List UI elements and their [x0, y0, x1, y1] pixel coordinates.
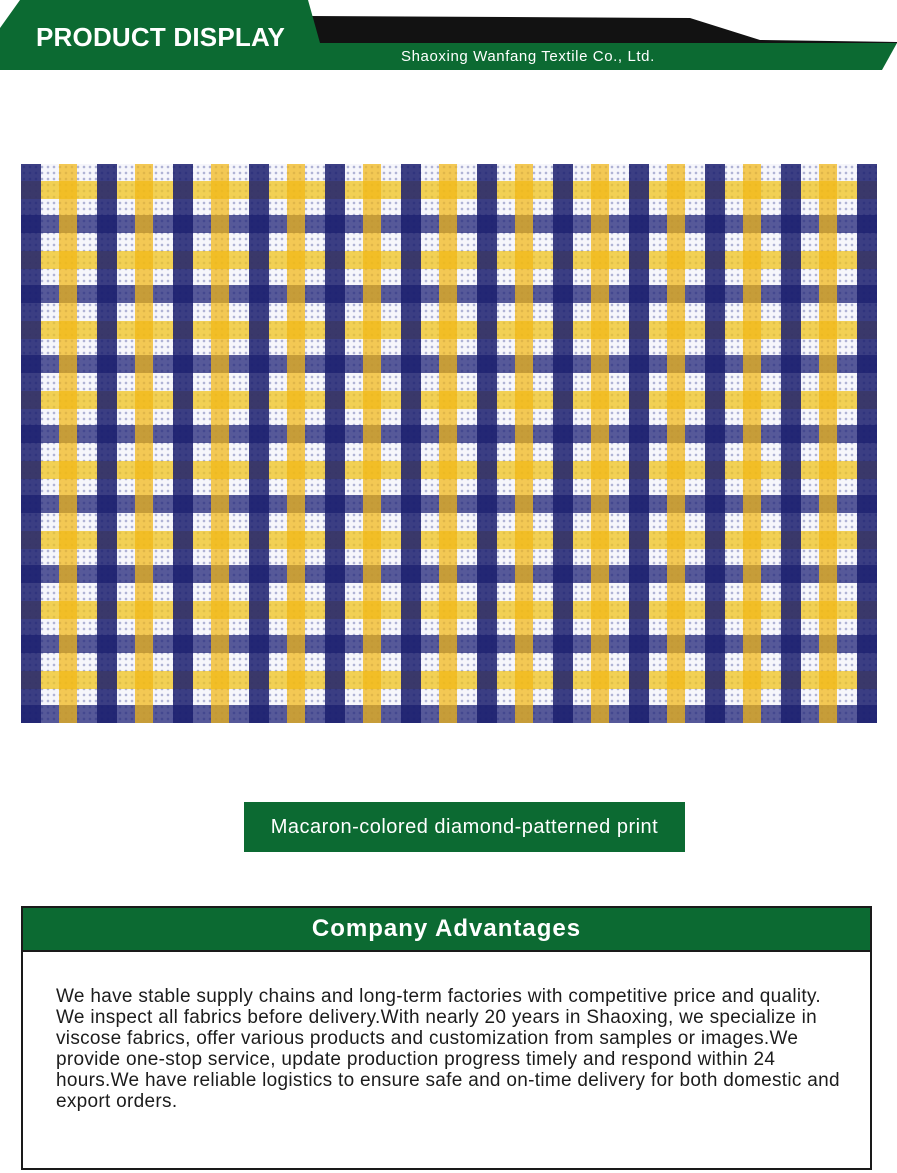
advantages-header [23, 908, 870, 952]
product-caption-box [244, 802, 685, 852]
header-banner [0, 0, 897, 72]
advantages-title: Company Advantages [311, 915, 582, 942]
advantages-body: We have stable supply chains and long-term factories with competitive price and quality. We inspect all fabrics before delivery.With nearly 20 years in Shaoxing, we specialize in viscose fabrics, offer various products and customization from samples or images.We provide one-stop service, update production progress timely and respond within 24 hours.We have reliable logistics to ensure safe and on-time delivery for both domestic and export orders. [56, 986, 840, 1112]
fabric-swatch-image [21, 164, 877, 723]
company-advantages-panel [21, 906, 872, 1170]
product-caption: Macaron-colored diamond-patterned print [270, 815, 659, 838]
company-name: Shaoxing Wanfang Textile Co., Ltd. [401, 48, 655, 65]
page-title: PRODUCT DISPLAY [36, 22, 286, 52]
